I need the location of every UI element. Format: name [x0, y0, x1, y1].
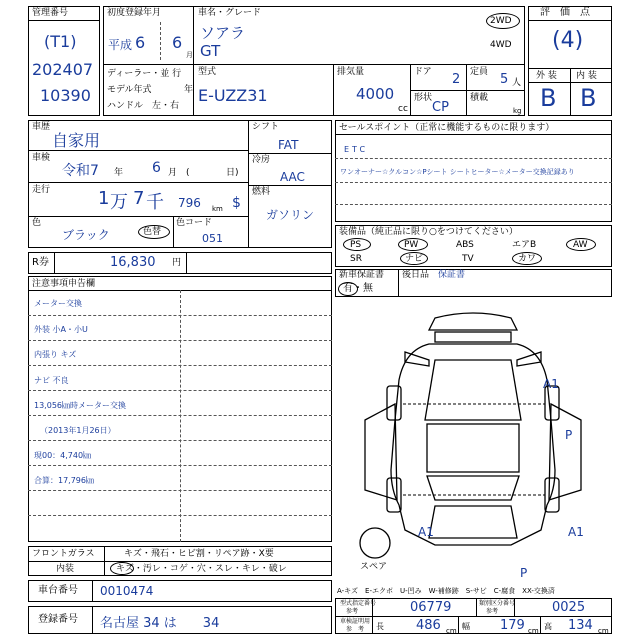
load-unit: kg	[513, 107, 522, 115]
fuel-value: ガソリン	[266, 208, 315, 222]
notes-label: 注意事項申告欄	[32, 279, 96, 289]
note-line-2: 外装 小A・小U	[34, 325, 88, 334]
drive-2wd: 2WD	[490, 16, 512, 26]
cap-unit: 人	[512, 78, 522, 88]
spare-label: スペア	[360, 562, 388, 572]
mgmt-label: 管理番号	[32, 8, 69, 18]
shape-label: 形状	[414, 93, 433, 103]
car-name: ソアラ	[200, 24, 246, 42]
drive-4wd: 4WD	[490, 40, 512, 50]
note-line-8: 合算：17,796㎞	[34, 476, 94, 485]
equip-label: 装備品（純正品に限り○をつけてください）	[339, 227, 518, 237]
note-line-1: メーター交換	[34, 299, 82, 308]
warranty-label: 新車保証書	[339, 270, 385, 280]
shape-value: CP	[432, 100, 449, 115]
equip-navi: ナビ	[405, 254, 424, 264]
shaken-day-unit: 日)	[226, 168, 239, 178]
door-label: ドア	[414, 67, 432, 77]
color-label: 色	[32, 218, 42, 228]
warranty-value: 有・無	[343, 283, 373, 294]
use-value: 自家用	[52, 131, 101, 150]
wid-value: 179	[500, 618, 525, 633]
engine-unit: cc	[398, 104, 408, 114]
equip-leather: カワ	[518, 254, 537, 264]
note-line-3: 内張り キズ	[34, 350, 77, 359]
hei-letter: 高	[544, 622, 552, 631]
recycle-unit: 円	[172, 258, 182, 268]
mileage-u1: 万	[110, 192, 128, 213]
model-cert-value: 06779	[410, 600, 452, 615]
recycle-value: 16,830	[110, 255, 156, 270]
mileage-label: 走行	[32, 185, 51, 195]
interior-value: キズ・汚レ・コゲ・穴・スレ・キレ・破レ	[116, 564, 287, 574]
mark-a1-top: A1	[543, 377, 559, 391]
door-value: 2	[452, 72, 461, 87]
note-line-4: ナビ 不良	[34, 376, 69, 385]
score-label: 評 価 点	[540, 7, 590, 18]
cap-value: 5	[500, 72, 509, 87]
mgmt-line2: 202407	[32, 60, 94, 79]
chassis-value: 0010474	[100, 584, 154, 598]
interior-label: 内装	[56, 564, 75, 574]
equip-ps: PS	[350, 240, 362, 250]
model-year-unit: 年	[184, 85, 194, 95]
reg-label: 初度登録年月	[107, 8, 162, 18]
handle-label: ハンドル 左・右	[107, 101, 180, 111]
hei-value: 134	[568, 618, 593, 633]
load-label: 積載	[470, 93, 489, 103]
fuel-label: 燃料	[252, 187, 271, 197]
car-label: 車名・グレード	[198, 8, 262, 18]
mark-p-right: P	[565, 428, 573, 442]
reg-month-unit: 月	[186, 51, 193, 59]
class-value: 0025	[552, 600, 586, 615]
mileage-unit: km	[212, 205, 223, 213]
equip-pw: PW	[404, 240, 419, 250]
len-letter: 長	[376, 622, 384, 631]
mileage-u2: 千	[146, 192, 164, 213]
mileage-dollar: $	[232, 195, 241, 211]
engine-value: 4000	[356, 85, 395, 103]
model-cert-label: 型式指定番号	[340, 600, 377, 607]
reg-year: 6	[135, 33, 146, 52]
glass-value: キズ・飛石・ヒビ割・リペア跡・X要	[124, 549, 274, 559]
glass-label: フロントガラス	[32, 549, 95, 559]
hei-unit: cm	[598, 627, 609, 635]
sales-line-1: ETC	[344, 145, 369, 154]
reg-month: 6	[172, 33, 183, 52]
sales-label: セールスポイント（正常に機能するものに限ります）	[339, 123, 555, 133]
equip-tv: TV	[462, 254, 474, 264]
mgmt-line1: (T1)	[44, 32, 77, 51]
equip-sr: SR	[350, 254, 362, 264]
ext-value: B	[540, 84, 557, 112]
sales-line-2: ワンオーナー☆クルコン☆Pシート シートヒーター☆メーター交換記録あり	[340, 168, 575, 176]
class-label: 類別区分番号	[479, 600, 516, 607]
chassis-label: 車台番号	[38, 585, 78, 596]
recycle-label: R券	[32, 257, 49, 268]
note-line-7: 現00：4,740㎞	[34, 451, 92, 460]
equip-airbag: エアB	[512, 240, 537, 250]
class-sub: 参考	[486, 608, 499, 615]
shaken-month-unit: 月	[168, 168, 178, 178]
mark-p-bottom: P	[520, 566, 528, 580]
mileage-v3: 796	[178, 196, 201, 210]
equip-abs: ABS	[456, 240, 474, 250]
color-code: 051	[202, 232, 223, 245]
len-label: 車検証明用	[340, 618, 371, 625]
model-value: E-UZZ31	[198, 86, 268, 105]
model-cert-sub: 参考	[346, 608, 359, 615]
model-label: 型式	[198, 67, 217, 77]
color-value: ブラック	[62, 228, 110, 242]
ext-label: 外 装	[536, 71, 557, 81]
book-label: 後日品	[402, 270, 430, 280]
mark-a1-right: A1	[568, 525, 584, 539]
shaken-value: 令和7	[62, 163, 99, 179]
ac-label: 冷房	[252, 155, 271, 165]
wid-unit: cm	[528, 627, 539, 635]
score-value: (4)	[552, 28, 584, 53]
plate-value: 名古屋 34 は 34	[100, 616, 220, 631]
note-line-6: （2013年1月26日）	[40, 426, 116, 435]
len-unit: cm	[446, 627, 457, 635]
color-change-text: 色替	[143, 227, 162, 237]
shaken-month: 6	[152, 160, 161, 176]
equip-aw: AW	[573, 240, 588, 250]
dealer-label: ディーラー・並 行	[107, 69, 182, 79]
mgmt-line3: 10390	[40, 86, 91, 105]
engine-label: 排気量	[337, 67, 365, 77]
shaken-year-unit: 年	[114, 168, 124, 178]
shift-value: FAT	[278, 138, 299, 152]
mileage-v2: 7	[133, 188, 145, 209]
ac-value: AAC	[280, 170, 305, 184]
main-top-box	[103, 6, 525, 116]
int-value: B	[580, 84, 597, 112]
len-sub: 参 考	[346, 626, 365, 633]
mileage-v1: 1	[98, 188, 110, 209]
int-label: 内 装	[576, 71, 597, 81]
shaken-paren: (	[186, 168, 190, 178]
len-value: 486	[416, 618, 441, 633]
shaken-label: 車検	[32, 153, 51, 163]
car-grade: GT	[200, 42, 221, 60]
book-value: 保証書	[438, 270, 466, 280]
mark-a1-left: A1	[418, 525, 434, 539]
wid-letter: 幅	[462, 622, 470, 631]
cap-label: 定員	[470, 67, 489, 77]
model-year-label: モデル年式	[107, 85, 152, 95]
reg-era: 平成	[108, 38, 133, 52]
shift-label: シフト	[252, 122, 280, 132]
use-label: 車歴	[32, 122, 51, 132]
damage-legend: A-キズ E-エクボ U-凹み W-補修跡 S-サビ C-腐食 XX-交換済	[337, 587, 555, 595]
plate-label: 登録番号	[38, 614, 78, 625]
note-line-5: 13,056㎞時メーター交換	[34, 401, 126, 410]
color-code-label: 色コード	[176, 218, 213, 228]
